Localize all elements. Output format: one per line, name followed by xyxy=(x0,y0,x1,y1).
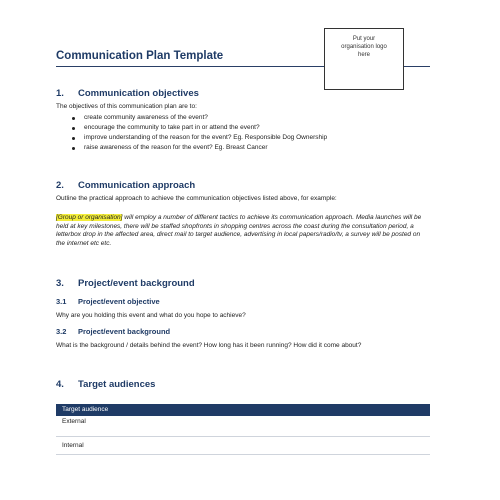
list-item: raise awareness of the reason for the event? Eg. Breast Cancer xyxy=(70,143,327,153)
section-number: 4. xyxy=(56,379,64,390)
section-heading xyxy=(56,88,199,99)
list-item: encourage the community to take part in or attend the event? xyxy=(70,123,327,133)
table-row: Internal xyxy=(56,436,430,454)
section-number: 1. xyxy=(56,88,64,99)
objectives-list xyxy=(70,113,327,153)
list-item: improve understanding of the reason for the event? Eg. Responsible Dog Ownership xyxy=(70,133,327,143)
subsection-text: Why are you holding this event and what do you hope to achieve? xyxy=(56,312,246,319)
subsection-heading xyxy=(56,297,160,306)
table-header: Target audience xyxy=(56,404,430,416)
section-title: Target audiences xyxy=(78,379,156,390)
logo-placeholder-line: Put your xyxy=(352,36,376,42)
list-item: create community awareness of the event? xyxy=(70,113,327,123)
example-text: will employ a number of different tactics to achieve its communication approach. Media launches will be held at key milestones, there will be staffed shopfronts in shopping centres across the coast during the consultation period, a letterbox drop in the affected area, direct mail to target audience, advertising in local papers/radio/tv, a survey will be posted on the internet etc etc. xyxy=(56,214,422,247)
section-number: 3. xyxy=(56,278,64,289)
section-title: Project/event background xyxy=(78,278,195,289)
subsection-number: 3.1 xyxy=(56,297,67,306)
example-paragraph xyxy=(56,214,430,248)
section-intro: The objectives of this communication plan are to: xyxy=(56,103,197,110)
logo-placeholder-box xyxy=(324,28,404,90)
target-audience-table xyxy=(56,404,430,455)
section-heading xyxy=(56,180,195,191)
subsection-number: 3.2 xyxy=(56,327,67,336)
section-title: Communication approach xyxy=(78,180,196,191)
section-intro: Outline the practical approach to achieve the communication objectives listed above, for example: xyxy=(56,195,337,202)
section-title: Communication objectives xyxy=(78,88,199,99)
table-row: External xyxy=(56,416,430,436)
section-heading xyxy=(56,379,155,390)
section-number: 2. xyxy=(56,180,64,191)
document-title: Communication Plan Template xyxy=(56,50,224,62)
highlighted-placeholder: [Group or organisation] xyxy=(56,214,123,221)
subsection-heading xyxy=(56,327,170,336)
subsection-title: Project/event objective xyxy=(78,297,160,306)
subsection-title: Project/event background xyxy=(78,327,171,336)
section-heading xyxy=(56,278,195,289)
subsection-text: What is the background / details behind the event? How long has it been running? How did it come about? xyxy=(56,342,362,349)
logo-placeholder-line: organisation logo xyxy=(341,44,387,50)
logo-placeholder-line: here xyxy=(357,52,370,58)
